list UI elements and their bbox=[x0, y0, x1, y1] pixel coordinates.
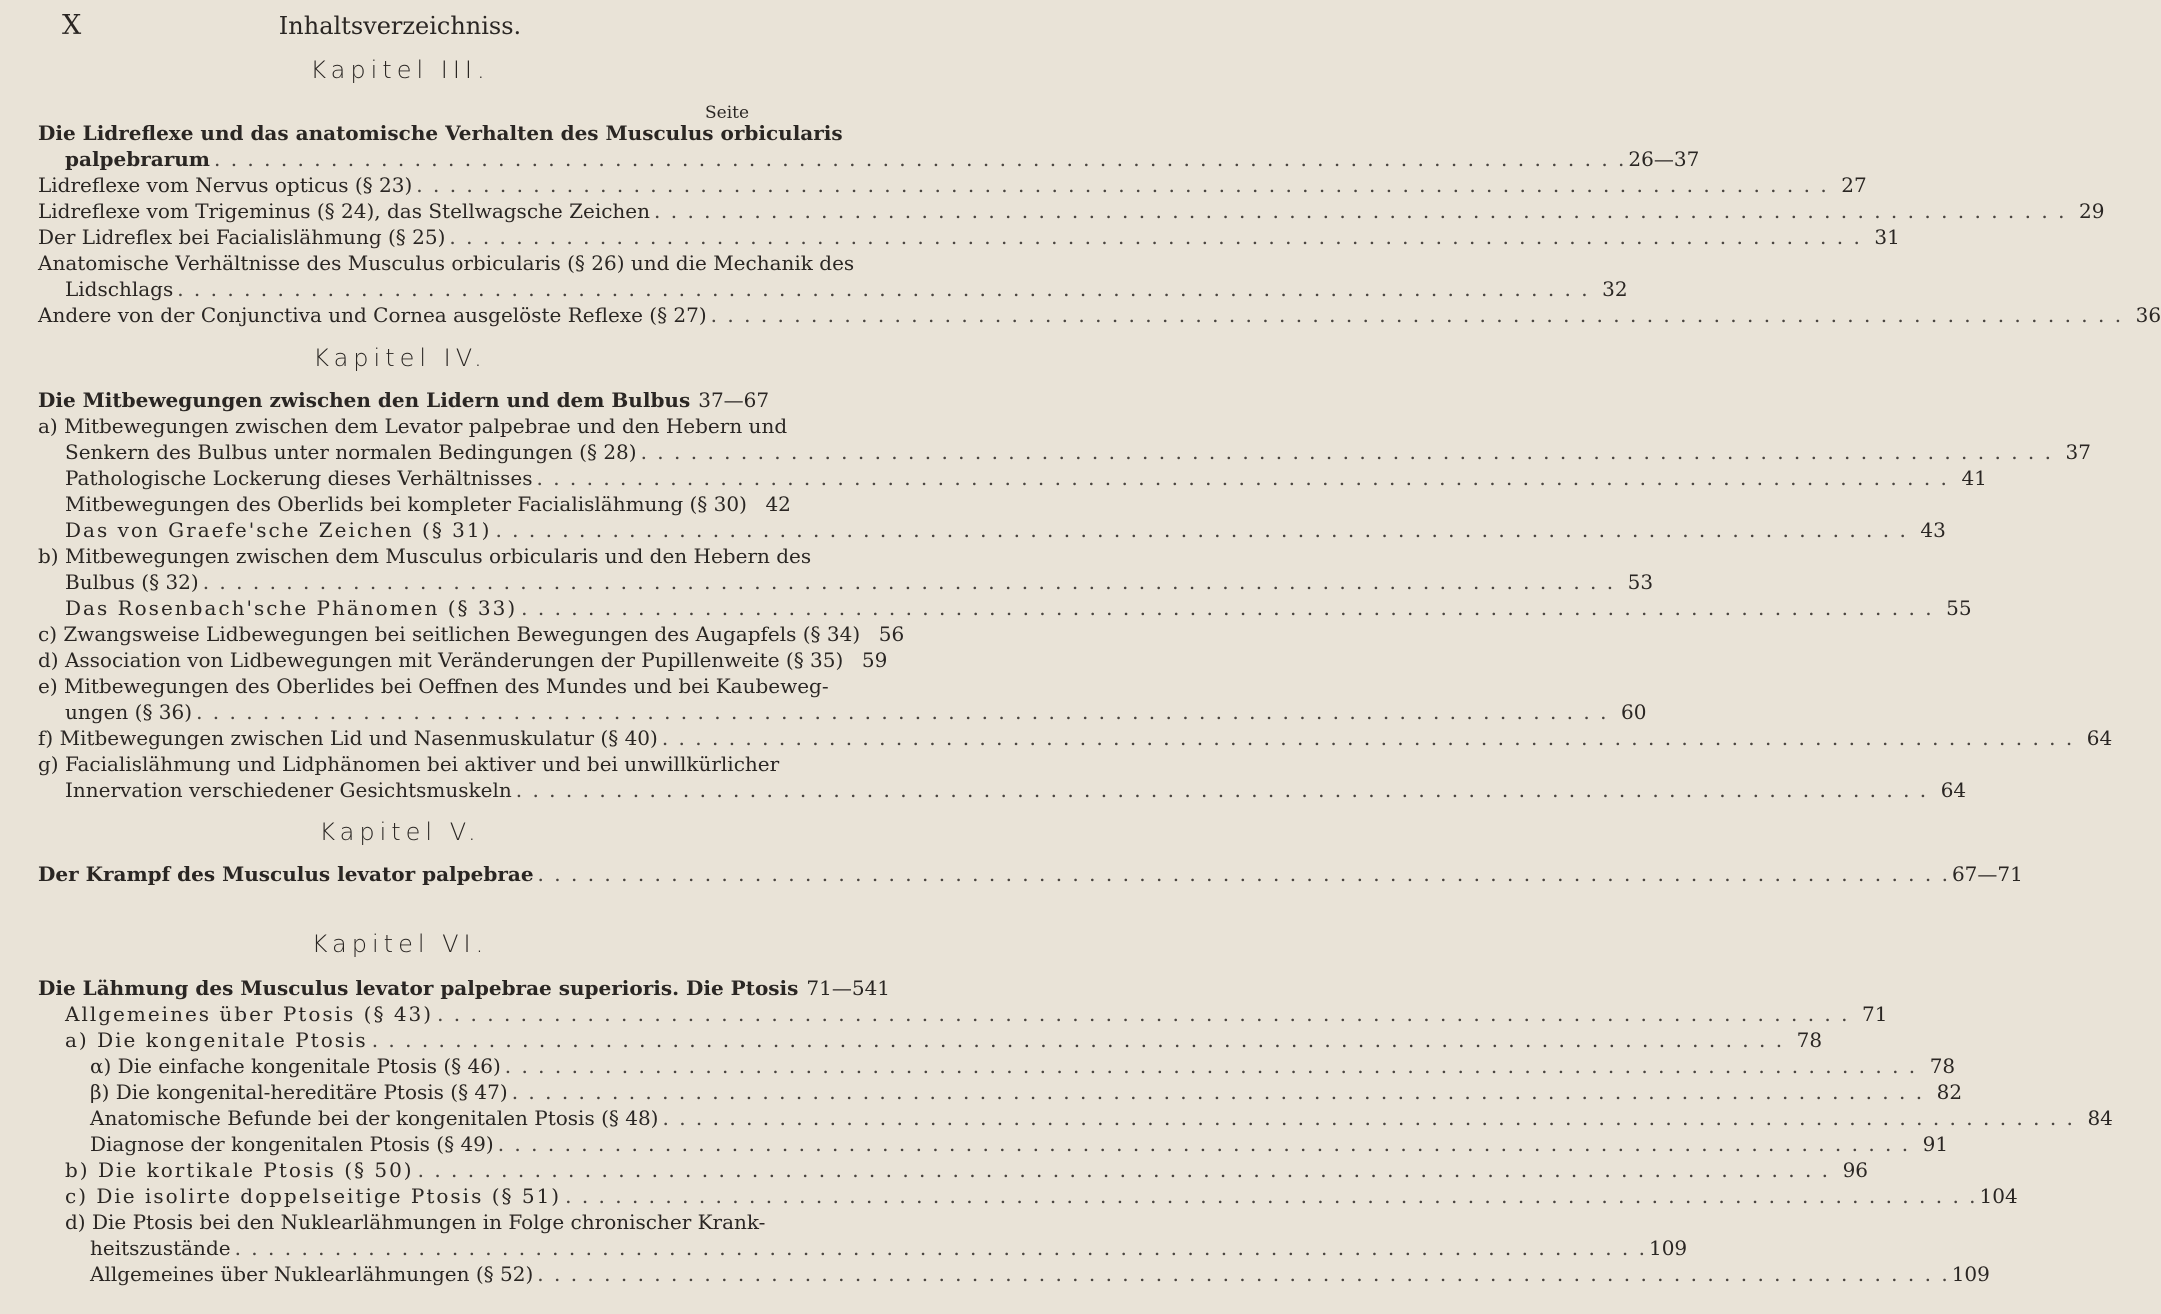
entry-page: 59 bbox=[861, 648, 888, 672]
entry-page: 109 bbox=[1951, 1262, 1990, 1286]
entry-text: β) Die kongenital-hereditäre Ptosis (§ 47) bbox=[90, 1080, 508, 1104]
entry-page: 26—37 bbox=[1628, 147, 1700, 171]
entry-page: 56 bbox=[878, 622, 905, 646]
entry-page: 60 bbox=[1621, 700, 1647, 724]
toc-entry bbox=[65, 1184, 2018, 1211]
toc-entry bbox=[38, 414, 788, 441]
toc-entry bbox=[65, 147, 1700, 174]
toc-entry bbox=[38, 622, 905, 649]
entry-text: heitszustände bbox=[90, 1236, 231, 1260]
entry-page: 36 bbox=[2135, 303, 2161, 327]
entry-text: Anatomische Befunde bei der kongenitalen Ptosis (§ 48) bbox=[90, 1106, 659, 1130]
toc-entry bbox=[38, 199, 2105, 226]
entry-text: ungen (§ 36) bbox=[65, 700, 193, 724]
entry-text: Mitbewegungen des Oberlids bei kompleter Facialislähmung (§ 30) bbox=[65, 492, 747, 516]
entry-text: Anatomische Verhältnisse des Musculus orbicularis (§ 26) und die Mechanik des bbox=[38, 251, 855, 275]
toc-entry bbox=[38, 388, 768, 415]
entry-page: 31 bbox=[1874, 225, 1900, 249]
entry-page: 37 bbox=[2065, 440, 2091, 464]
toc-entry bbox=[38, 225, 1900, 252]
entry-text: Senkern des Bulbus unter normalen Bedingungen (§ 28) bbox=[65, 440, 637, 464]
chapter-heading: Kapitel VI. bbox=[311, 930, 489, 958]
entry-text: f) Mitbewegungen zwischen Lid und Nasenmuskulatur (§ 40) bbox=[38, 726, 658, 750]
entry-text: a) Mitbewegungen zwischen dem Levator palpebrae und den Hebern und bbox=[38, 414, 788, 438]
toc-entry bbox=[65, 596, 1972, 623]
entry-page: 104 bbox=[1979, 1184, 2018, 1208]
toc-entry bbox=[65, 1028, 1823, 1055]
entry-page: 71—541 bbox=[806, 976, 891, 1000]
toc-entry bbox=[38, 173, 1867, 200]
entry-text: Die Lidreflexe und das anatomische Verhalten des Musculus orbicularis bbox=[38, 121, 843, 145]
toc-entry bbox=[90, 1106, 2113, 1133]
toc-entry bbox=[38, 674, 829, 701]
toc-entry bbox=[90, 1080, 1963, 1107]
entry-text: Die Lähmung des Musculus levator palpebrae superioris. Die Ptosis bbox=[38, 976, 799, 1000]
entry-page: 82 bbox=[1936, 1080, 1963, 1104]
toc-entry bbox=[65, 518, 1946, 545]
entry-page: 71 bbox=[1862, 1002, 1888, 1026]
entry-text: b) Die kortikale Ptosis (§ 50) bbox=[65, 1158, 414, 1182]
entry-text: Allgemeines über Ptosis (§ 43) bbox=[65, 1002, 434, 1026]
entry-page: 32 bbox=[1602, 277, 1628, 301]
toc-entry bbox=[38, 648, 888, 675]
entry-text: Lidreflexe vom Nervus opticus (§ 23) bbox=[38, 173, 413, 197]
chapter-heading: Kapitel IV. bbox=[313, 344, 487, 372]
toc-entry bbox=[38, 303, 2161, 330]
entry-page: 64 bbox=[2086, 726, 2113, 750]
toc-entry bbox=[38, 862, 2023, 889]
entry-page: 53 bbox=[1627, 570, 1654, 594]
entry-page: 37—67 bbox=[698, 388, 770, 412]
entry-text: Andere von der Conjunctiva und Cornea ausgelöste Reflexe (§ 27) bbox=[38, 303, 707, 327]
entry-page: 78 bbox=[1929, 1054, 1956, 1078]
entry-page: 109 bbox=[1648, 1236, 1688, 1260]
toc-entry bbox=[65, 1210, 768, 1237]
entry-text: Das von Graefe'sche Zeichen (§ 31) bbox=[65, 518, 492, 542]
entry-text: Das Rosenbach'sche Phänomen (§ 33) bbox=[65, 596, 518, 620]
entry-text: Der Lidreflex bei Facialislähmung (§ 25) bbox=[38, 225, 446, 249]
entry-text: Pathologische Lockerung dieses Verhältnisses bbox=[65, 466, 533, 490]
entry-text: Diagnose der kongenitalen Ptosis (§ 49) bbox=[90, 1132, 494, 1156]
toc-entry bbox=[38, 251, 855, 278]
running-title: Inhaltsverzeichniss. bbox=[278, 12, 522, 40]
entry-text: Allgemeines über Nuklearlähmungen (§ 52) bbox=[90, 1262, 534, 1286]
entry-text: c) Zwangsweise Lidbewegungen bei seitlichen Bewegungen des Augapfels (§ 34) bbox=[38, 622, 861, 646]
toc-entry bbox=[65, 570, 1654, 597]
entry-text: g) Facialislähmung und Lidphänomen bei aktiver und bei unwillkürlicher bbox=[38, 752, 780, 776]
toc-entry bbox=[65, 440, 2091, 467]
entry-text: Die Mitbewegungen zwischen den Lidern und dem Bulbus bbox=[38, 388, 691, 412]
chapter-heading: Kapitel V. bbox=[319, 818, 481, 846]
toc-entry bbox=[90, 1054, 1956, 1081]
page-number: X bbox=[62, 10, 83, 41]
entry-page: 91 bbox=[1922, 1132, 1949, 1156]
entry-page: 43 bbox=[1920, 518, 1946, 542]
toc-entry bbox=[65, 492, 791, 519]
entry-text: b) Mitbewegungen zwischen dem Musculus orbicularis und den Hebern des bbox=[38, 544, 812, 568]
toc-entry bbox=[90, 1262, 1990, 1289]
entry-page: 27 bbox=[1841, 173, 1867, 197]
entry-text: e) Mitbewegungen des Oberlides bei Oeffnen des Mundes und bei Kaubeweg- bbox=[38, 674, 829, 698]
entry-page: 55 bbox=[1946, 596, 1972, 620]
entry-text: Lidreflexe vom Trigeminus (§ 24), das Stellwagsche Zeichen bbox=[38, 199, 651, 223]
entry-page: 67—71 bbox=[1951, 862, 2023, 886]
toc-entry bbox=[38, 121, 843, 148]
entry-page: 29 bbox=[2078, 199, 2105, 223]
toc-entry bbox=[38, 976, 891, 1003]
entry-text: c) Die isolirte doppelseitige Ptosis (§ 51) bbox=[65, 1184, 562, 1208]
entry-text: Lidschlags bbox=[65, 277, 174, 301]
toc-entry bbox=[90, 1236, 1688, 1263]
toc-entry bbox=[65, 466, 1987, 493]
toc-entry bbox=[65, 700, 1647, 727]
entry-text: a) Die kongenitale Ptosis bbox=[65, 1028, 368, 1052]
seite-label: Seite bbox=[705, 103, 750, 123]
toc-entry bbox=[38, 544, 812, 571]
entry-page: 41 bbox=[1961, 466, 1987, 490]
entry-page: 96 bbox=[1842, 1158, 1869, 1182]
entry-text: α) Die einfache kongenitale Ptosis (§ 46) bbox=[90, 1054, 501, 1078]
entry-text: Der Krampf des Musculus levator palpebrae bbox=[38, 862, 534, 886]
toc-entry bbox=[65, 277, 1628, 304]
entry-text: d) Die Ptosis bei den Nuklearlähmungen in Folge chronischer Krank- bbox=[65, 1210, 766, 1234]
toc-entry bbox=[65, 1158, 1869, 1185]
entry-text: d) Association von Lidbewegungen mit Veränderungen der Pupillenweite (§ 35) bbox=[38, 648, 844, 672]
entry-page: 64 bbox=[1940, 778, 1967, 802]
toc-entry bbox=[38, 752, 780, 779]
toc-entry bbox=[90, 1132, 1949, 1159]
toc-entry bbox=[38, 726, 2113, 753]
entry-page: 42 bbox=[765, 492, 791, 516]
toc-entry bbox=[65, 778, 1967, 805]
chapter-heading: Kapitel III. bbox=[310, 56, 490, 84]
entry-text: palpebrarum bbox=[65, 147, 210, 171]
entry-text: Innervation verschiedener Gesichtsmuskeln bbox=[65, 778, 512, 802]
entry-page: 84 bbox=[2087, 1106, 2113, 1130]
toc-entry bbox=[65, 1002, 1888, 1029]
entry-text: Bulbus (§ 32) bbox=[65, 570, 199, 594]
entry-page: 78 bbox=[1796, 1028, 1823, 1052]
